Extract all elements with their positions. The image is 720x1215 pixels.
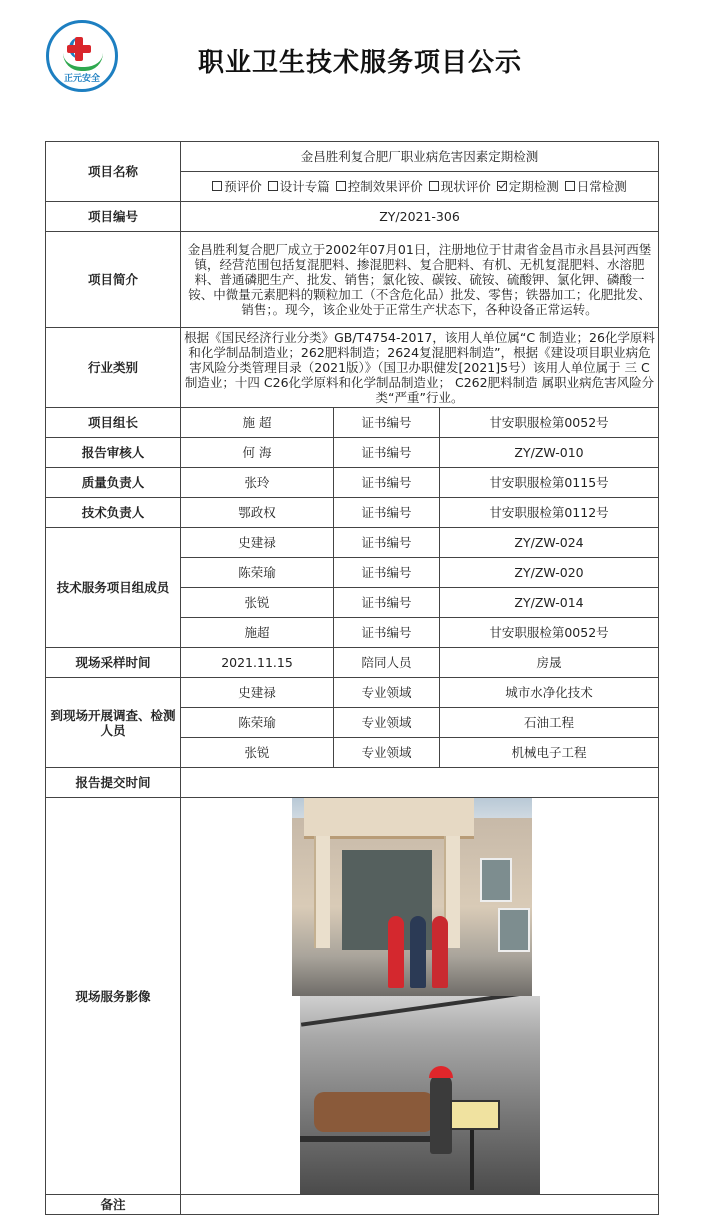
service-type-options xyxy=(181,172,659,202)
project-intro-label: 项目简介 xyxy=(46,232,181,328)
site-testing-photo xyxy=(300,996,540,1194)
helmet-icon xyxy=(429,1066,453,1078)
investigator-field: 机械电子工程 xyxy=(440,738,659,768)
quality-role: 质量负责人 xyxy=(46,468,181,498)
project-intro-value: 金昌胜利复合肥厂成立于2002年07月01日，注册地位于甘肃省金昌市永昌县河西堡镇，经营范围包括复混肥料、掺混肥料、复合肥料、有机、无机复混肥料、水溶肥料、普通磷肥生产、批发、销售；氯化铵、碳铵、硫铵、硫酸钾、氯化钾、磷酸一铵、中微量元素肥料的颗粒加工（不含危化品）批发、零售；铁器加工；化肥批发、销售；。现今，该企业处于正常生产状态下，各种设备正常运转。 xyxy=(181,232,659,328)
cert-label: 证书编号 xyxy=(334,588,440,618)
leader-role: 项目组长 xyxy=(46,408,181,438)
checkbox-icon[interactable] xyxy=(212,181,222,191)
tripod-stand xyxy=(470,1130,474,1190)
photos-cell xyxy=(181,798,659,1195)
member-name: 陈荣瑜 xyxy=(181,558,334,588)
building-window xyxy=(498,908,530,952)
sampling-label: 现场采样时间 xyxy=(46,648,181,678)
member-name: 张锐 xyxy=(181,588,334,618)
option-daily-testing[interactable]: 日常检测 xyxy=(565,179,627,194)
logo-swoosh-green xyxy=(63,53,103,71)
cert-label: 证书编号 xyxy=(334,498,440,528)
project-number-value: ZY/2021-306 xyxy=(181,202,659,232)
option-pre-evaluation[interactable]: 预评价 xyxy=(212,179,262,194)
person-figure xyxy=(432,916,448,988)
cert-label: 证书编号 xyxy=(334,618,440,648)
checkbox-icon[interactable] xyxy=(336,181,346,191)
reviewer-cert: ZY/ZW-010 xyxy=(440,438,659,468)
logo-cross-horizontal xyxy=(67,45,91,53)
building-column xyxy=(314,836,330,948)
reviewer-role: 报告审核人 xyxy=(46,438,181,468)
project-number-label: 项目编号 xyxy=(46,202,181,232)
workbench xyxy=(300,1136,450,1142)
building-window xyxy=(480,858,512,902)
sampling-device xyxy=(450,1100,500,1130)
investigator-field: 城市水净化技术 xyxy=(440,678,659,708)
company-logo xyxy=(46,20,118,92)
remarks-label: 备注 xyxy=(46,1195,181,1215)
logo-text: 正元安全 xyxy=(63,74,100,84)
cert-label: 证书编号 xyxy=(334,408,440,438)
industry-value: 根据《国民经济行业分类》GB/T4754-2017，该用人单位属“C 制造业；26化学原料和化学制品制造业；262肥料制造；2624复混肥料制造”，根据《建设项目职业病危害风险分类管理目录（2021版）》（国卫办职健发[2021]5号）该用人单位属于 三 C制造业；十四 C26化学原料和化学制品制造业； C262肥料制造 属职业病危害风险分类“严重”行业。 xyxy=(181,328,659,408)
report-time-label: 报告提交时间 xyxy=(46,768,181,798)
worker-figure xyxy=(430,1074,452,1154)
option-status-evaluation[interactable]: 现状评价 xyxy=(429,179,491,194)
member-cert: ZY/ZW-020 xyxy=(440,558,659,588)
leader-name: 施 超 xyxy=(181,408,334,438)
members-label: 技术服务项目组成员 xyxy=(46,528,181,648)
option-design[interactable]: 设计专篇 xyxy=(268,179,330,194)
cert-label: 证书编号 xyxy=(334,528,440,558)
member-cert: ZY/ZW-024 xyxy=(440,528,659,558)
cert-label: 证书编号 xyxy=(334,438,440,468)
sampling-date: 2021.11.15 xyxy=(181,648,334,678)
industry-label: 行业类别 xyxy=(46,328,181,408)
checked-checkbox-icon[interactable] xyxy=(497,181,507,191)
report-time-value xyxy=(181,768,659,798)
person-figure xyxy=(388,916,404,988)
checkbox-icon[interactable] xyxy=(429,181,439,191)
option-control-effect[interactable]: 控制效果评价 xyxy=(336,179,423,194)
cert-label: 证书编号 xyxy=(334,558,440,588)
companion-label: 陪同人员 xyxy=(334,648,440,678)
quality-name: 张玲 xyxy=(181,468,334,498)
member-name: 施超 xyxy=(181,618,334,648)
checkbox-icon[interactable] xyxy=(565,181,575,191)
investigators-label: 到现场开展调查、检测人员 xyxy=(46,678,181,768)
field-label: 专业领域 xyxy=(334,678,440,708)
companion-name: 房晟 xyxy=(440,648,659,678)
project-name-value: 金昌胜利复合肥厂职业病危害因素定期检测 xyxy=(181,142,659,172)
member-cert: 甘安职服检第0052号 xyxy=(440,618,659,648)
option-periodic-testing[interactable]: 定期检测 xyxy=(497,179,559,194)
site-building-photo xyxy=(292,798,532,996)
tech-role: 技术负责人 xyxy=(46,498,181,528)
remarks-value xyxy=(181,1195,659,1215)
member-cert: ZY/ZW-014 xyxy=(440,588,659,618)
project-name-label: 项目名称 xyxy=(46,142,181,202)
field-label: 专业领域 xyxy=(334,738,440,768)
roof-beam xyxy=(300,996,538,1027)
tech-cert: 甘安职服检第0112号 xyxy=(440,498,659,528)
investigator-field: 石油工程 xyxy=(440,708,659,738)
investigator-name: 张锐 xyxy=(181,738,334,768)
person-figure xyxy=(410,916,426,988)
leader-cert: 甘安职服检第0052号 xyxy=(440,408,659,438)
member-name: 史建禄 xyxy=(181,528,334,558)
checkbox-icon[interactable] xyxy=(268,181,278,191)
project-info-table xyxy=(45,141,659,1215)
quality-cert: 甘安职服检第0115号 xyxy=(440,468,659,498)
reviewer-name: 何 海 xyxy=(181,438,334,468)
tech-name: 鄂政权 xyxy=(181,498,334,528)
page-title: 职业卫生技术服务项目公示 xyxy=(198,48,523,78)
photos-label: 现场服务影像 xyxy=(46,798,181,1195)
cert-label: 证书编号 xyxy=(334,468,440,498)
field-label: 专业领域 xyxy=(334,708,440,738)
building-pediment xyxy=(304,798,474,839)
investigator-name: 陈荣瑜 xyxy=(181,708,334,738)
workshop-machine xyxy=(314,1092,434,1132)
investigator-name: 史建禄 xyxy=(181,678,334,708)
